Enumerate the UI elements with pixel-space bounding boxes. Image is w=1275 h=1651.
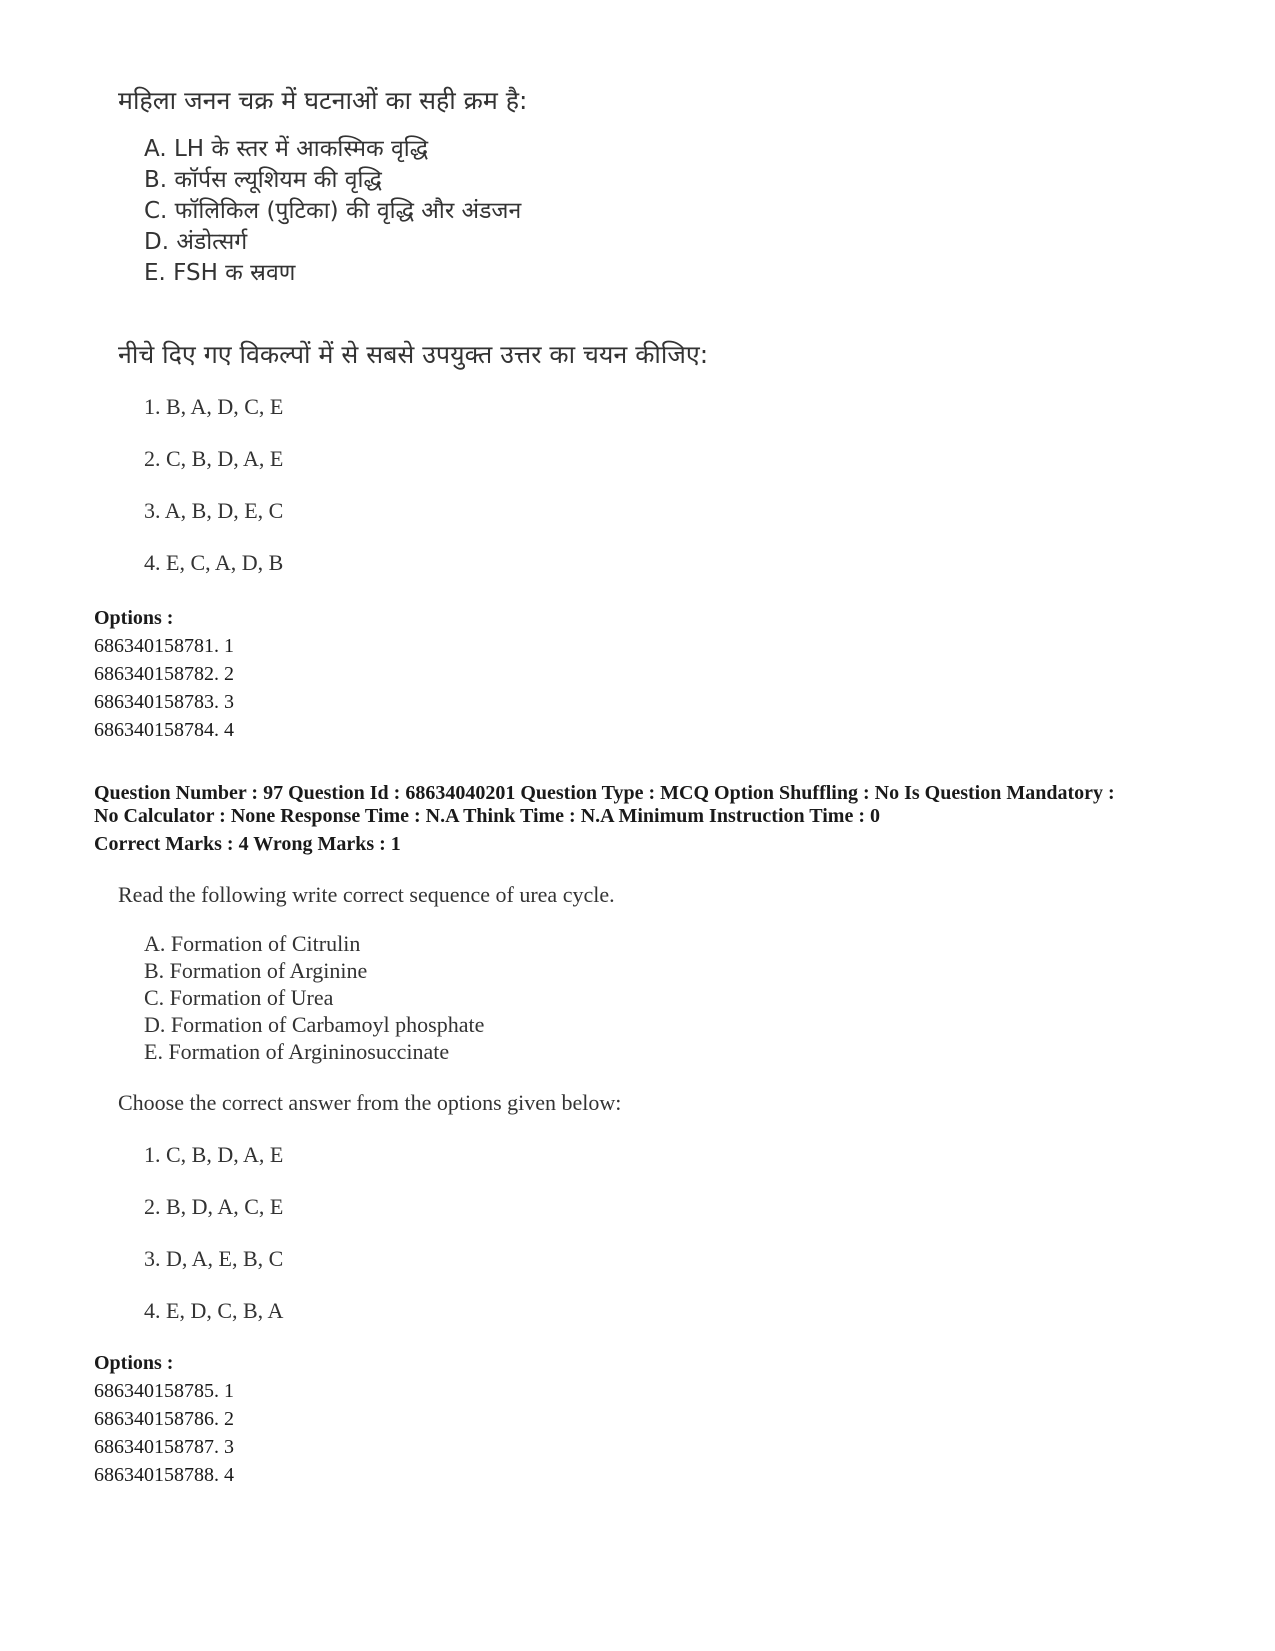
- question-97-item-e: E. Formation of Argininosuccinate: [144, 1039, 450, 1064]
- question-96-item-a: A. LH के स्तर में आकस्मिक वृद्धि: [144, 136, 429, 162]
- question-96-options: [94, 604, 234, 744]
- question-97-marks: Correct Marks : 4 Wrong Marks : 1: [94, 833, 401, 855]
- question-96-item-b: B. कॉर्पस ल्यूशियम की वृद्धि: [144, 167, 382, 193]
- question-97-item-c: C. Formation of Urea: [144, 985, 334, 1010]
- question-97-option-4: 686340158788. 4: [94, 1464, 234, 1486]
- question-96-options-title: Options :: [94, 607, 174, 629]
- question-96-stem: महिला जनन चक्र में घटनाओं का सही क्रम है:: [118, 86, 528, 115]
- question-97-meta-line1: Question Number : 97 Question Id : 68634040201 Question Type : MCQ Option Shuffling : No Is Question Mandatory :: [94, 782, 1115, 804]
- question-97-item-d: D. Formation of Carbamoyl phosphate: [144, 1012, 485, 1037]
- question-96-option-2: 686340158782. 2: [94, 663, 234, 685]
- question-96-item-c: C. फॉलिकिल (पुटिका) की वृद्धि और अंडजन: [144, 198, 522, 224]
- question-97-options: [94, 1349, 234, 1489]
- question-96-items: [118, 134, 527, 289]
- question-97-option-1: 686340158785. 1: [94, 1380, 234, 1402]
- question-97-item-a: A. Formation of Citrulin: [144, 931, 361, 956]
- question-97-stem: Read the following write correct sequence of urea cycle.: [118, 882, 615, 907]
- question-96-option-4: 686340158784. 4: [94, 719, 234, 741]
- question-96-option-1: 686340158781. 1: [94, 635, 234, 657]
- question-96-instruction-block: [118, 338, 708, 372]
- question-97-choice-1: 1. C, B, D, A, E: [144, 1142, 284, 1167]
- question-97-meta-line2: No Calculator : None Response Time : N.A Think Time : N.A Minimum Instruction Time : 0: [94, 805, 880, 827]
- question-96-item-d: D. अंडोत्सर्ग: [144, 229, 248, 255]
- question-96-choice-2: 2. C, B, D, A, E: [144, 446, 284, 471]
- question-96-choices: [118, 392, 283, 600]
- question-96-stem-block: [118, 84, 527, 289]
- question-97-instruction: Choose the correct answer from the options given below:: [118, 1090, 622, 1115]
- question-97-choice-2: 2. B, D, A, C, E: [144, 1194, 284, 1219]
- question-97-choices: [118, 1140, 283, 1348]
- question-97-items: [118, 930, 615, 1065]
- question-97-choice-4: 4. E, D, C, B, A: [144, 1298, 284, 1323]
- question-96-item-e: E. FSH क स्रवण: [144, 260, 296, 286]
- question-97-meta: [94, 782, 1194, 856]
- question-96-option-3: 686340158783. 3: [94, 691, 234, 713]
- question-97-item-b: B. Formation of Arginine: [144, 958, 368, 983]
- question-97-options-title: Options :: [94, 1352, 174, 1374]
- question-97-option-2: 686340158786. 2: [94, 1408, 234, 1430]
- question-97-stem-block: [118, 878, 615, 1065]
- question-96-choice-4: 4. E, C, A, D, B: [144, 550, 284, 575]
- question-97-choice-3: 3. D, A, E, B, C: [144, 1246, 284, 1271]
- question-96-choice-3: 3. A, B, D, E, C: [144, 498, 284, 523]
- question-96-instruction: नीचे दिए गए विकल्पों में से सबसे उपयुक्त उत्तर का चयन कीजिए:: [118, 340, 709, 369]
- question-96-choice-1: 1. B, A, D, C, E: [144, 394, 284, 419]
- question-97-instruction-block: [118, 1086, 621, 1120]
- question-97-option-3: 686340158787. 3: [94, 1436, 234, 1458]
